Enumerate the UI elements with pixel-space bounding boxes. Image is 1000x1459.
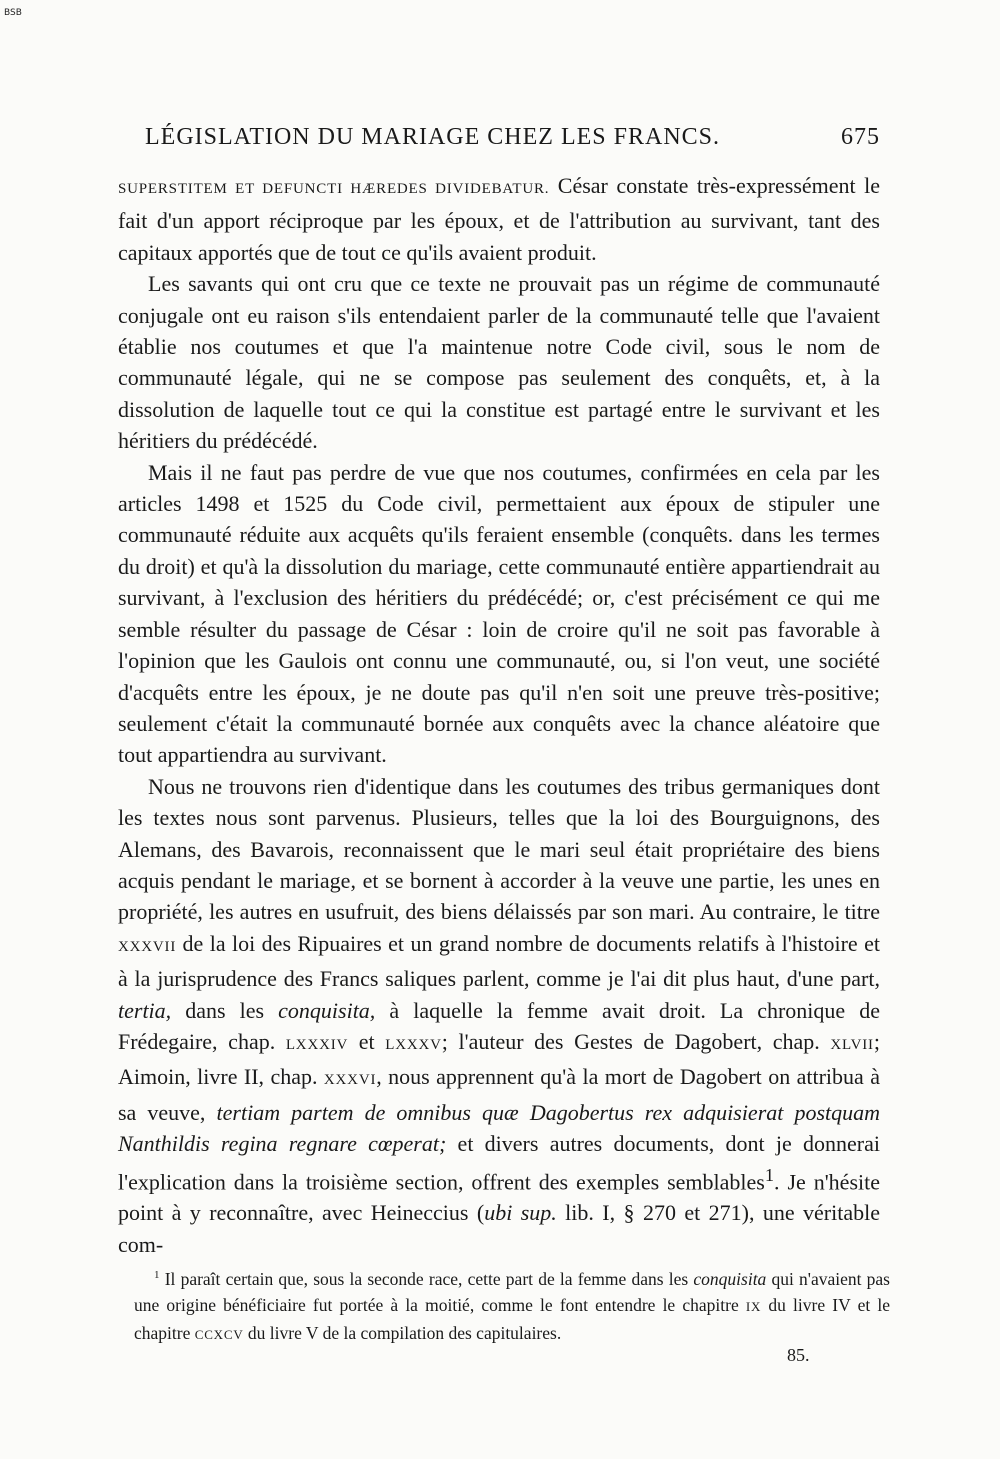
signature-mark: 85. [787,1345,810,1365]
paragraph-4 [118,771,880,1260]
p4-text-f: ; l'auteur des Gestes de Dagobert, chap. [441,1028,831,1054]
footnote-text-b: qui n'avaient pas une origine bénéficiaire fut portée à la moitié, comme le font entendre le chapitre [134,1268,890,1315]
p4-text-j: . Je n'hésite point à y reconnaître, avec Heineccius ( [118,1168,880,1226]
footnote-text-c: du livre IV et le chapitre [134,1294,891,1343]
p4-text-i: et divers autres documents, dont je donnerai l'explication dans la troisième section, offrent des exemples semblables [118,1131,881,1194]
p4-text-b: de la loi des Ripuaires et un grand nombre de documents relatifs à l'histoire et à la jurisprudence des Francs saliques parlent, comme je l'ai dit plus haut, d'une part, [118,930,880,992]
paragraph-1-text: César constate très-expressément le fait d'un apport réciproque par les époux, et de l'attribution au survivant, tant des capitaux apportés que de tout ce qu'ils avaient produit. [118,173,880,265]
paragraph-2: Les savants qui ont cru que ce texte ne prouvait pas un régime de communauté conjugale ont eu raison s'ils entendaient parler de la communauté telle que l'avaient établie nos coutumes et que l'a maintenue notre Code civil, sous le nom de communauté légale, qui ne se compose pas seulement des conquêts, et, à la dissolution de laquelle tout ce qui la constitue est partagé entre le survivant et les héritiers du prédécédé. [118,271,880,454]
footnote-small-caps-2: CCXCV [194,1326,244,1342]
p4-text-a: Nous ne trouvons rien d'identique dans les coutumes des tribus germaniques dont les textes nous sont parvenus. Plusieurs, telles que la loi des Bourguignons, des Alemans, des Bavarois, reconnaissent que le mari seul était propriétaire des biens acquis pendant le mariage, et se bornent à accorder à la veuve une partie, les unes en propriété, les autres en usufruit, des biens délaissés par son mari. Au contraire, le titre [118,773,880,925]
p4-italic-2: conquisita, [278,997,376,1023]
p4-small-caps-2: LXXXIV [285,1036,349,1053]
p4-text-e: et [348,1028,386,1054]
footnote-text-a: Il paraît certain que, sous la seconde race, cette part de la femme dans les [159,1268,694,1289]
p4-text-d: à laquelle la femme avait droit. La chronique de Frédegaire, chap. [118,997,881,1054]
body-text [118,170,880,1260]
p4-small-caps-1: XXXVII [118,938,177,955]
p4-text-c: dans les [171,997,279,1023]
small-caps-quote: SUPERSTITEM ET DEFUNCTI HÆREDES DIVIDEBATUR. [118,181,550,197]
paragraph-1 [118,170,880,268]
footnote-1 [134,1262,890,1348]
p4-small-caps-5: XXXVI [323,1072,377,1089]
p4-italic-quote: tertiam partem de omnibus quæ Dagobertus rex adquisierat postquam Nanthildis regina regnare cœperat; [118,1099,881,1157]
p4-text-k: lib. I, § 270 et 271), une véritable com- [118,1200,880,1257]
p4-text-h: , nous apprennent qu'à la mort de Dagobert on attribua à sa veuve, [118,1064,880,1125]
p4-text-g: ; Aimoin, livre II, chap. [118,1028,880,1090]
p4-small-caps-3: LXXXV [385,1036,442,1053]
paragraph-3: Mais il ne faut pas perdre de vue que nos coutumes, confirmées en cela par les articles 1498 et 1525 du Code civil, permettaient aux époux de stipuler une communauté réduite aux acquêts qu'ils feraient ensemble (conquêts. dans les termes du droit) et qu'à la dissolution du mariage, cette communauté entière appartiendrait au survivant, à l'exclusion des héritiers du prédécédé; or, c'est précisément ce qui me semble résulter du passage de César : loin de croire qu'il ne soit pas favorable à l'opinion que les Gaulois ont connu une communauté, ou, si l'on veut, une société d'acquêts entre les époux, je ne doute pas qu'il n'en soit une preuve très-positive; seulement c'était la communauté bornée aux conquêts avec la chance aléatoire que tout appartiendra au survivant. [118,459,880,768]
page-number: 675 [841,124,880,150]
footnote-ref: 1 [764,1164,775,1185]
running-title: LÉGISLATION DU MARIAGE CHEZ LES FRANCS. [145,124,721,150]
footnote-italic: conquisita [693,1268,767,1289]
p4-italic-4: ubi sup. [484,1200,557,1226]
running-head [145,124,880,151]
p4-italic-1: tertia, [118,997,172,1023]
library-stamp: BSB [4,8,22,18]
p4-small-caps-4: XLVII [830,1036,874,1053]
footnote-small-caps-1: IX [745,1298,762,1314]
footnote-marker: 1 [154,1269,160,1281]
footnote-text-d: du livre V de la compilation des capitulaires. [243,1322,562,1343]
footnotes [134,1262,890,1348]
